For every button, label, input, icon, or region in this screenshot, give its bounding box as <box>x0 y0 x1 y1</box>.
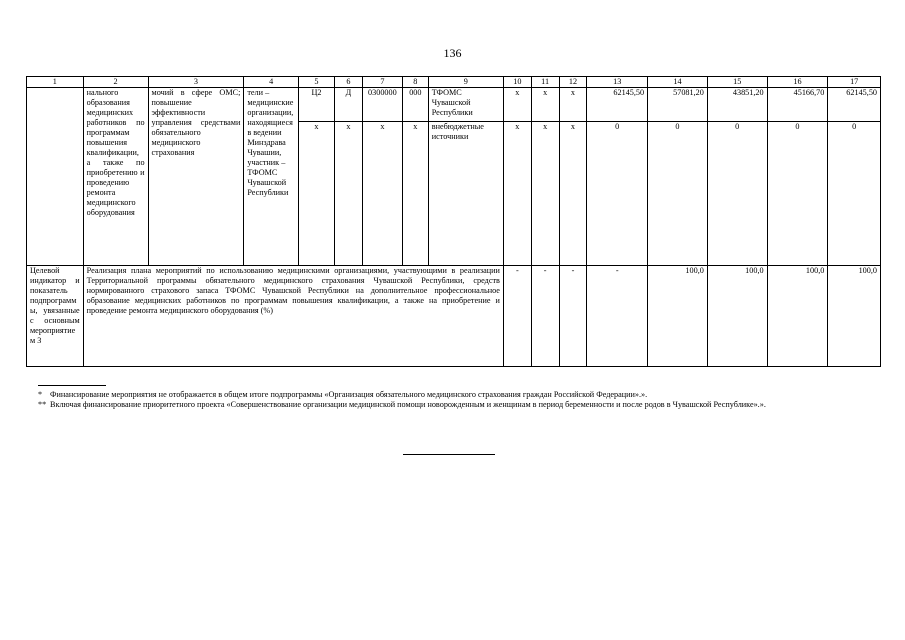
header-cell: 10 <box>503 77 531 88</box>
table-cell: 0 <box>587 122 648 266</box>
table-cell: 0 <box>828 122 881 266</box>
header-cell: 4 <box>244 77 299 88</box>
indicator-description-cell: Реализация плана мероприятий по использованию медицинскими организациями, участвующими в реализации Территориальной программы обязательного медицинского страхования Чувашской Республики, средств нормированного страхового запаса ТФОМС Чувашской Республики на дополнительное профессиональное образование медицинских работников по программам повышения квалификации, а также на приобретение и проведение ремонта медицинского оборудования (%) <box>83 266 503 367</box>
table-cell: x <box>298 122 334 266</box>
header-cell: 14 <box>648 77 708 88</box>
table-cell: 000 <box>402 88 428 122</box>
indicator-label-cell: Целевой индикатор и показатель подпрограммы, увязанные с основным мероприятием 3 <box>27 266 84 367</box>
table-cell: x <box>362 122 402 266</box>
header-cell: 11 <box>531 77 559 88</box>
footnote-mark: * <box>38 390 43 399</box>
table-cell: x <box>334 122 362 266</box>
bottom-separator <box>403 454 495 455</box>
table-cell: 100,0 <box>707 266 767 367</box>
table-row <box>27 88 881 122</box>
header-cell: 2 <box>83 77 148 88</box>
header-cell: 7 <box>362 77 402 88</box>
table-cell: x <box>503 122 531 266</box>
table-cell: 43851,20 <box>707 88 767 122</box>
header-cell: 9 <box>428 77 503 88</box>
table-cell: Д <box>334 88 362 122</box>
header-cell: 3 <box>148 77 244 88</box>
program-table <box>26 76 881 367</box>
table-cell: 0300000 <box>362 88 402 122</box>
table-cell: - <box>587 266 648 367</box>
table-cell: x <box>559 122 587 266</box>
table-cell: 45166,70 <box>767 88 828 122</box>
header-cell: 17 <box>828 77 881 88</box>
table-cell: 0 <box>707 122 767 266</box>
table-cell: Ц2 <box>298 88 334 122</box>
page-number: 136 <box>443 46 462 60</box>
table-cell: 100,0 <box>828 266 881 367</box>
header-cell: 5 <box>298 77 334 88</box>
table-cell: - <box>531 266 559 367</box>
table-cell: - <box>503 266 531 367</box>
row-a-col1 <box>27 88 84 266</box>
table-cell: x <box>559 88 587 122</box>
header-cell: 12 <box>559 77 587 88</box>
header-cell: 15 <box>707 77 767 88</box>
footnote <box>38 400 878 410</box>
footnotes <box>38 390 878 410</box>
table-cell: 57081,20 <box>648 88 708 122</box>
table-cell: 0 <box>767 122 828 266</box>
footnote-separator <box>38 385 106 386</box>
table-cell: x <box>503 88 531 122</box>
footnote-mark: ** <box>38 400 47 409</box>
header-cell: 1 <box>27 77 84 88</box>
row-a-executor-cell: тели – медицинские организации, находящиеся в ведении Минздрава Чувашии, участник – ТФОМС Чувашской Республики <box>244 88 299 266</box>
header-cell: 13 <box>587 77 648 88</box>
table-cell: x <box>402 122 428 266</box>
table-cell: x <box>531 122 559 266</box>
row-a-goal-cell: мочий в сфере ОМС; повышение эффективности управления средствами обязательного медицинского страхования <box>148 88 244 266</box>
table-cell: 100,0 <box>767 266 828 367</box>
table-cell: 0 <box>648 122 708 266</box>
table-cell: 62145,50 <box>828 88 881 122</box>
table-cell: ТФОМС Чувашской Республики <box>428 88 503 122</box>
header-row <box>27 77 881 88</box>
header-cell: 16 <box>767 77 828 88</box>
table-cell: - <box>559 266 587 367</box>
table-cell: 100,0 <box>648 266 708 367</box>
table-cell: внебюджетные источники <box>428 122 503 266</box>
header-cell: 6 <box>334 77 362 88</box>
footnote-text: Включая финансирование приоритетного проекта «Совершенствование организации медицинской помощи новорожденным и женщинам в период беременности и после родов в Чувашской Республике».». <box>50 400 766 409</box>
table-row <box>27 266 881 367</box>
table-cell: 62145,50 <box>587 88 648 122</box>
footnote-text: Финансирование мероприятия не отображается в общем итоге подпрограммы «Организация обязательного медицинского страхования граждан Российской Федерации».». <box>50 390 648 399</box>
table-cell: x <box>531 88 559 122</box>
row-a-activity-cell: нального образования медицинских работников по программам повышения квалификации, а также по приобретению и проведению ремонта медицинского оборудования <box>83 88 148 266</box>
header-cell: 8 <box>402 77 428 88</box>
footnote <box>38 390 878 400</box>
